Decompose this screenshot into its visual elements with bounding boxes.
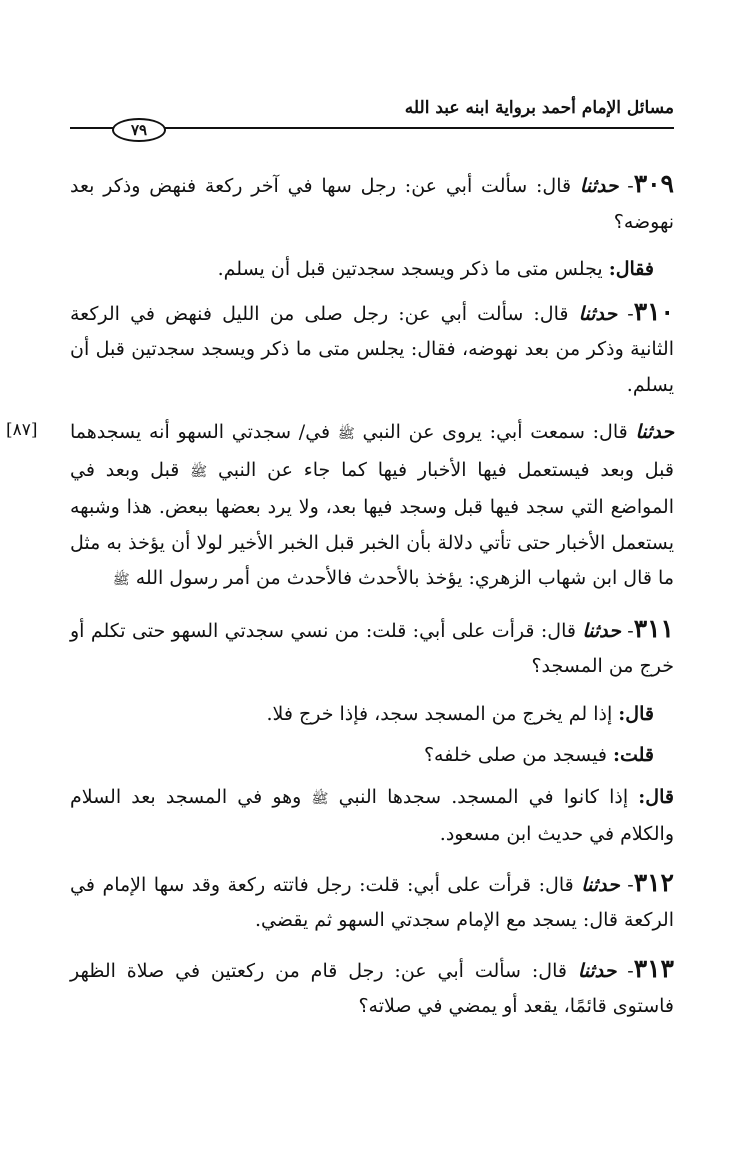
entry-311-answer-1 — [70, 697, 674, 733]
page-number-badge: ٧٩ — [112, 118, 166, 142]
answer-text-part-a: إذا كانوا في المسجد. سجدها النبي — [328, 785, 639, 808]
question-label: قلت: — [612, 744, 654, 766]
entry-text: قال: سألت أبي عن: رجل قام من ركعتين في صلاة الظهر فاستوى قائمًا، يقعد أو يمضي في صلاته؟ — [70, 959, 674, 1017]
entry-dash: - — [616, 959, 634, 982]
entry-dash: - — [618, 175, 634, 197]
haddathana-label: حدثنا — [578, 302, 618, 325]
entry-text-part-b: في/ سجدتي السهو أنه يسجدهما قبل وبعد فيستعمل فيها الأخبار فيها كما جاء عن النبي — [70, 421, 674, 481]
question-text: فيسجد من صلى خلفه؟ — [423, 744, 613, 766]
entry-dash: - — [617, 302, 634, 325]
entry-text: قال: قرأت على أبي: قلت: رجل فاتته ركعة وقد سها الإمام في الركعة قال: يسجد مع الإمام سجدتي السهو ثم يقضي. — [70, 873, 674, 931]
answer-text-part-b: وهو في المسجد بعد السلام والكلام في حديث ابن مسعود. — [70, 785, 674, 845]
entry-text-part-a: قال: سمعت أبي: يروى عن النبي — [354, 421, 636, 443]
entry-313 — [70, 951, 674, 1025]
entry-number: ٣١٣ — [633, 953, 674, 983]
entry-number: ٣١٠ — [633, 296, 674, 326]
margin-page-reference: [٨٧] — [6, 420, 38, 440]
entry-311-answer-2 — [70, 780, 674, 853]
entry-number: ٣١٢ — [633, 867, 674, 897]
entry-text: قال: سألت أبي عن: رجل سها في آخر ركعة فنهض وذكر بعد نهوضه؟ — [70, 175, 674, 233]
entry-309 — [70, 166, 674, 240]
running-header-title: مسائل الإمام أحمد برواية ابنه عبد الله — [404, 98, 674, 118]
entry-unnumbered — [70, 415, 674, 599]
haddathana-label: حدثنا — [635, 421, 674, 443]
entry-number: ٣٠٩ — [633, 169, 674, 198]
salawat-glyph: ﷺ — [190, 463, 208, 480]
haddathana-label: حدثنا — [577, 959, 617, 982]
entry-text: قال: سألت أبي عن: رجل صلى من الليل فنهض في الركعة الثانية وذكر من بعد نهوضه، فقال: يجلس متى ما ذكر ويسجد سجدتين قبل أن يسلم. — [70, 302, 674, 396]
salawat-glyph: ﷺ — [112, 572, 130, 588]
entry-number: ٣١١ — [633, 613, 674, 643]
haddathana-label: حدثنا — [579, 175, 619, 197]
entry-dash: - — [619, 873, 634, 896]
page-body — [70, 166, 674, 1037]
entry-text-part-c: قبل وبعد في المواضع التي سجد فيها قبل وسجد فيها بعد، ولا يرد بعضها ببعض. هذا وشبهه يستعمل الأخبار حتى تأتي دلالة بأن الخبر قبل الخبر الأخير لولا أن يؤخذ به مثل ما قال ابن شهاب الزهري: يؤخذ بالأحدث فالأحدث من أمر رسول الله — [70, 458, 674, 589]
answer-text: يجلس متى ما ذكر ويسجد سجدتين قبل أن يسلم. — [217, 258, 609, 280]
answer-label: فقال: — [608, 258, 654, 280]
haddathana-label: حدثنا — [582, 619, 621, 642]
answer-label: قال: — [638, 785, 674, 808]
entry-text: قال: قرأت على أبي: قلت: من نسي سجدتي السهو حتى تكلم أو خرج من المسجد؟ — [70, 619, 674, 677]
entry-309-answer — [70, 252, 674, 288]
salawat-glyph: ﷺ — [311, 790, 329, 807]
salawat-glyph: ﷺ — [337, 426, 355, 442]
haddathana-label: حدثنا — [581, 873, 620, 896]
entry-310 — [70, 294, 674, 404]
entry-dash: - — [620, 619, 634, 642]
entry-312 — [70, 865, 674, 939]
answer-label: قال: — [618, 702, 654, 725]
entry-311 — [70, 611, 674, 685]
entry-311-question-2 — [70, 738, 674, 774]
answer-text: إذا لم يخرج من المسجد سجد، فإذا خرج فلا. — [266, 702, 619, 725]
